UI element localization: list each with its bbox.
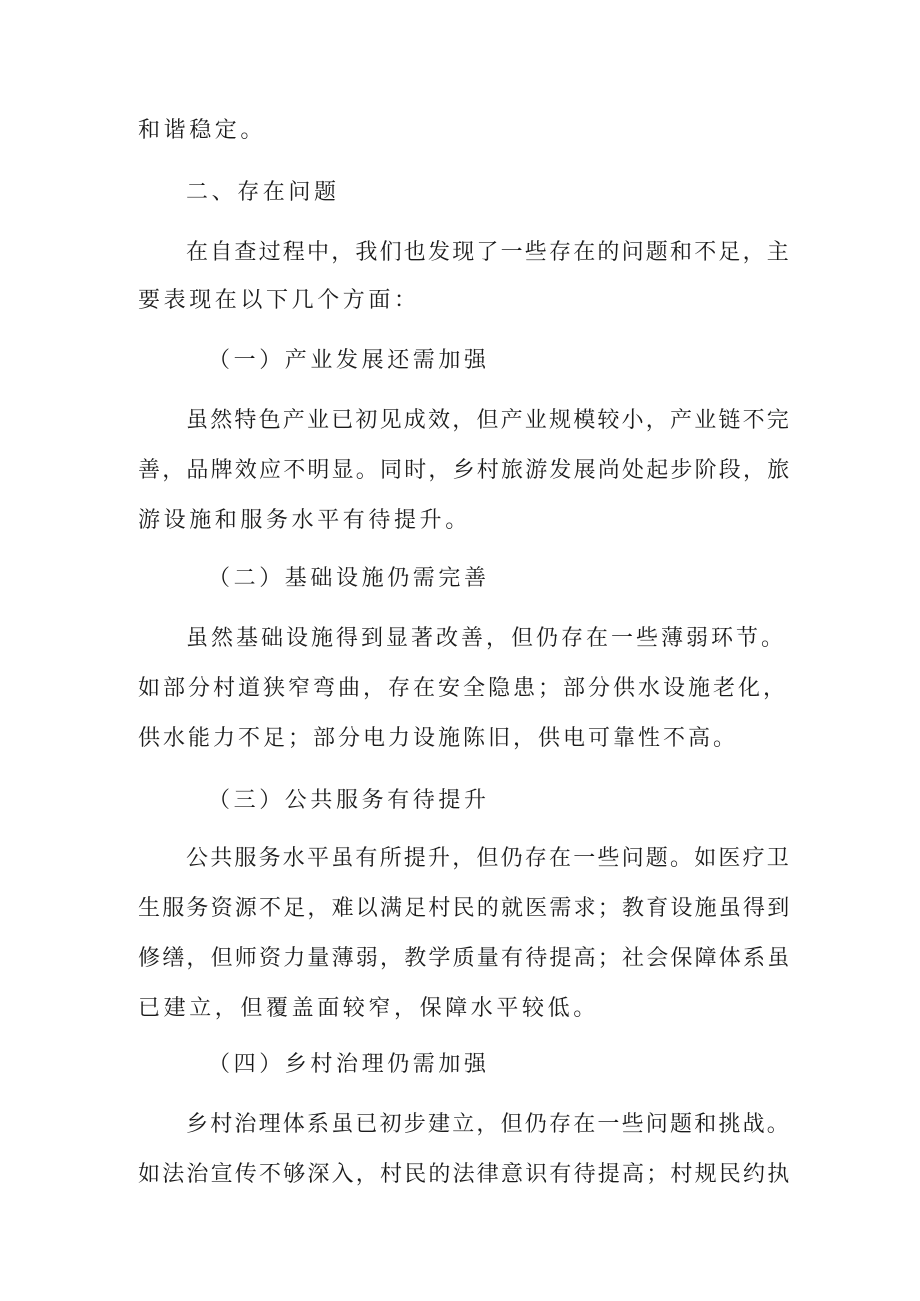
paragraph-line: 游设施和服务水平有待提升。 [138,508,471,533]
paragraph-line: 如部分村道狭窄弯曲，存在安全隐患；部分供水设施老化， [138,676,789,701]
paragraph-line: 和谐稳定。 [138,118,267,143]
subsection-heading: （三）公共服务有待提升 [208,788,490,813]
paragraph-line: 如法治宣传不够深入，村民的法律意识有待提高；村规民约执 [138,1162,792,1187]
paragraph-line: 乡村治理体系虽已初步建立，但仍存在一些问题和挑战。 [186,1112,792,1137]
paragraph-line: 在自查过程中，我们也发现了一些存在的问题和不足，主 [186,240,792,265]
paragraph-line: 供水能力不足；部分电力设施陈旧，供电可靠性不高。 [138,726,739,751]
paragraph-line: 虽然基础设施得到显著改善，但仍存在一些薄弱环节。 [186,626,787,651]
paragraph-line: 修缮，但师资力量薄弱，教学质量有待提高；社会保障体系虽 [138,946,792,971]
paragraph-line: 善，品牌效应不明显。同时，乡村旅游发展尚处起步阶段，旅 [138,458,792,483]
subsection-heading: （四）乡村治理仍需加强 [208,1052,490,1077]
paragraph-line: 公共服务水平虽有所提升，但仍存在一些问题。如医疗卫 [186,846,792,871]
paragraph-line: 虽然特色产业已初见成效，但产业规模较小，产业链不完 [186,408,792,433]
section-heading: 二、存在问题 [186,180,340,205]
subsection-heading: （二）基础设施仍需完善 [208,566,490,591]
paragraph-line: 生服务资源不足，难以满足村民的就医需求；教育设施虽得到 [138,896,792,921]
paragraph-line: 已建立，但覆盖面较窄，保障水平较低。 [138,996,599,1021]
paragraph-line: 要表现在以下几个方面： [138,288,420,313]
subsection-heading: （一）产业发展还需加强 [208,348,490,373]
